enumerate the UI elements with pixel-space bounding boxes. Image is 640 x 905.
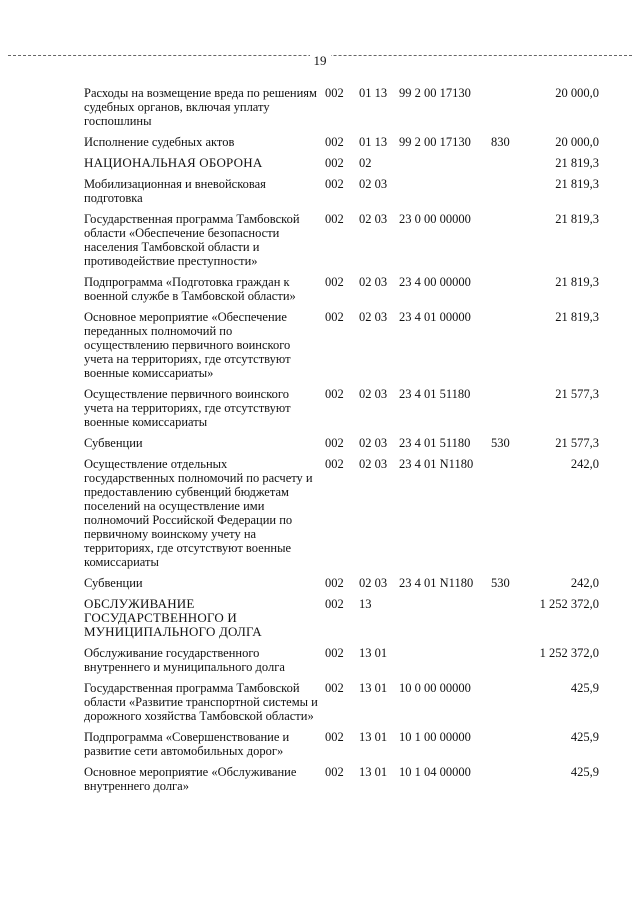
row-target: 99 2 00 17130	[399, 86, 471, 100]
row-grp: 002	[325, 576, 344, 590]
row-grp: 002	[325, 156, 344, 170]
row-expense-type	[491, 156, 527, 177]
row-target	[399, 177, 491, 212]
row-name: Исполнение судебных актов	[84, 135, 235, 149]
table-row	[84, 730, 599, 765]
row-name: Осуществление первичного воинского учета на территориях, где отсутствуют военные комиссариаты	[84, 387, 291, 429]
row-expense-type	[491, 765, 527, 800]
row-grp: 002	[325, 387, 344, 401]
row-section: 13	[359, 597, 372, 611]
row-amount: 21 819,3	[555, 275, 599, 289]
row-amount: 20 000,0	[555, 86, 599, 100]
row-amount: 21 819,3	[555, 310, 599, 324]
table-row	[84, 135, 599, 156]
row-name: Основное мероприятие «Обеспечение переданных полномочий по осуществлению первичного воинского учета на территориях, где отсутствуют военные комиссариаты»	[84, 310, 291, 380]
row-amount: 21 819,3	[555, 212, 599, 226]
row-target	[399, 646, 491, 681]
row-amount: 425,9	[570, 765, 599, 779]
row-expense-type	[491, 457, 527, 576]
table-row	[84, 310, 599, 387]
row-name: Подпрограмма «Совершенствование и развитие сети автомобильных дорог»	[84, 730, 290, 758]
row-grp: 002	[325, 275, 344, 289]
row-name: Государственная программа Тамбовской области «Обеспечение безопасности населения Тамбовской области и противодействие преступности»	[84, 212, 300, 268]
row-section: 02 03	[359, 576, 388, 590]
row-expense-type	[491, 681, 527, 730]
row-section: 13 01	[359, 765, 388, 779]
table-row	[84, 212, 599, 275]
row-amount: 21 819,3	[555, 156, 599, 170]
row-name: Подпрограмма «Подготовка граждан к военной службе в Тамбовской области»	[84, 275, 296, 303]
row-expense-type	[491, 730, 527, 765]
row-name: Расходы на возмещение вреда по решениям судебных органов, включая уплату госпошлины	[84, 86, 317, 128]
row-name: Основное мероприятие «Обслуживание внутреннего долга»	[84, 765, 297, 793]
row-name: ОБСЛУЖИВАНИЕ ГОСУДАРСТВЕННОГО И МУНИЦИПАЛЬНОГО ДОЛГА	[84, 596, 262, 639]
page-number: 19	[0, 53, 640, 69]
row-expense-type	[491, 275, 527, 310]
row-grp: 002	[325, 646, 344, 660]
table-row	[84, 646, 599, 681]
row-grp: 002	[325, 436, 344, 450]
row-name: Субвенции	[84, 576, 143, 590]
row-expense-type	[491, 310, 527, 387]
table-row	[84, 436, 599, 457]
row-grp: 002	[325, 86, 344, 100]
row-expense-type	[491, 86, 527, 135]
table-row	[84, 86, 599, 135]
row-amount: 242,0	[570, 457, 599, 471]
row-target: 23 4 00 00000	[399, 275, 471, 289]
row-target: 99 2 00 17130	[399, 135, 471, 149]
row-section: 01 13	[359, 86, 388, 100]
row-target: 23 4 01 51180	[399, 436, 471, 450]
row-target: 10 1 04 00000	[399, 765, 471, 779]
row-amount: 425,9	[570, 730, 599, 744]
row-name: Обслуживание государственного внутреннего и муниципального долга	[84, 646, 285, 674]
row-grp: 002	[325, 457, 344, 471]
table-row	[84, 681, 599, 730]
row-target: 10 0 00 00000	[399, 681, 471, 695]
table-row	[84, 576, 599, 597]
row-target: 23 4 01 00000	[399, 310, 471, 324]
row-target	[399, 597, 491, 646]
row-grp: 002	[325, 730, 344, 744]
row-expense-type: 530	[491, 576, 510, 590]
row-section: 01 13	[359, 135, 388, 149]
row-name: Мобилизационная и вневойсковая подготовка	[84, 177, 266, 205]
row-grp: 002	[325, 765, 344, 779]
row-grp: 002	[325, 681, 344, 695]
row-section: 02 03	[359, 275, 388, 289]
row-section: 02 03	[359, 436, 388, 450]
table-row	[84, 275, 599, 310]
row-name: Осуществление отдельных государственных полномочий по расчету и предоставлению субвенций бюджетам поселений на осуществление ими полномочий Российской Федерации по первичному воинскому учету на территориях, где отсутствуют военные комиссариаты	[84, 457, 313, 569]
row-section: 02	[359, 156, 372, 170]
row-expense-type	[491, 646, 527, 681]
row-expense-type	[491, 387, 527, 436]
table-row	[84, 597, 599, 646]
row-name: Субвенции	[84, 436, 143, 450]
table-row	[84, 387, 599, 436]
row-section: 02 03	[359, 310, 388, 324]
row-amount: 21 577,3	[555, 387, 599, 401]
row-target: 10 1 00 00000	[399, 730, 471, 744]
budget-table	[84, 86, 599, 800]
row-amount: 20 000,0	[555, 135, 599, 149]
row-section: 13 01	[359, 681, 388, 695]
row-section: 02 03	[359, 177, 388, 191]
row-grp: 002	[325, 177, 344, 191]
row-name: НАЦИОНАЛЬНАЯ ОБОРОНА	[84, 155, 263, 170]
row-name: Государственная программа Тамбовской области «Развитие транспортной системы и дорожного хозяйства Тамбовской области»	[84, 681, 318, 723]
row-amount: 21 819,3	[555, 177, 599, 191]
table-row	[84, 457, 599, 576]
row-grp: 002	[325, 597, 344, 611]
row-amount: 1 252 372,0	[539, 646, 599, 660]
row-section: 02 03	[359, 212, 388, 226]
row-amount: 242,0	[570, 576, 599, 590]
row-amount: 425,9	[570, 681, 599, 695]
row-expense-type	[491, 597, 527, 646]
table-row	[84, 765, 599, 800]
row-target: 23 4 01 51180	[399, 387, 471, 401]
row-section: 13 01	[359, 646, 388, 660]
row-target: 23 4 01 N1180	[399, 576, 474, 590]
row-grp: 002	[325, 310, 344, 324]
table-row	[84, 156, 599, 177]
row-expense-type: 530	[491, 436, 510, 450]
row-section: 02 03	[359, 457, 388, 471]
row-grp: 002	[325, 212, 344, 226]
table-row	[84, 177, 599, 212]
row-target: 23 0 00 00000	[399, 212, 471, 226]
row-section: 13 01	[359, 730, 388, 744]
row-grp: 002	[325, 135, 344, 149]
row-expense-type: 830	[491, 135, 510, 149]
row-section: 02 03	[359, 387, 388, 401]
row-target: 23 4 01 N1180	[399, 457, 474, 471]
row-expense-type	[491, 177, 527, 212]
row-amount: 1 252 372,0	[539, 597, 599, 611]
row-amount: 21 577,3	[555, 436, 599, 450]
row-expense-type	[491, 212, 527, 275]
row-target	[399, 156, 491, 177]
